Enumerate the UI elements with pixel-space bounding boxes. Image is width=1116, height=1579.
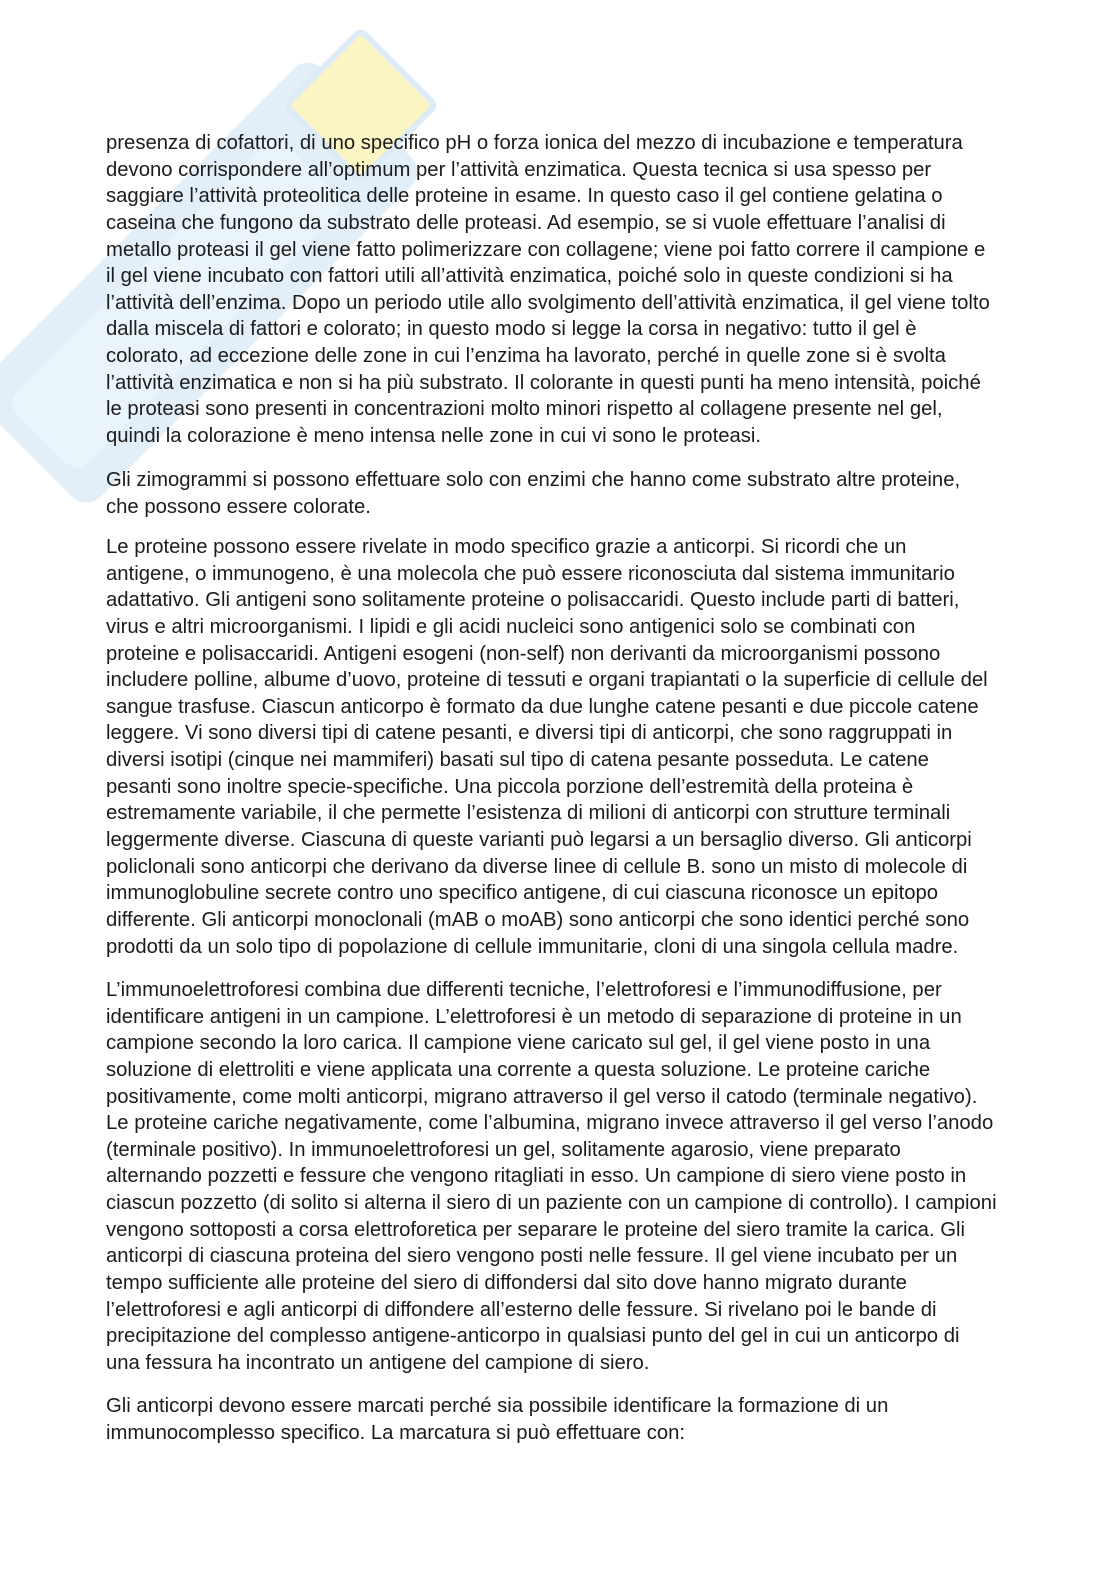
text-line: estremamente variabile, il che permette l’esistenza di milioni di anticorpi con strutture terminali xyxy=(106,802,951,825)
text-line: immunocomplesso specifico. La marcatura si può effettuare con: xyxy=(106,1421,686,1444)
text-line: una fessura ha incontrato un antigene del campione di siero. xyxy=(106,1351,650,1374)
text-line: includere polline, albume d’uovo, proteine di tessuti e organi trapiantati o la superficie di cellule del xyxy=(106,669,988,692)
text-line: positivamente, come molti anticorpi, migrano attraverso il gel verso il catodo (terminale negativo). xyxy=(106,1085,978,1108)
paragraph xyxy=(106,977,997,1377)
text-line: devono corrispondere all’optimum per l’attività enzimatica. Questa tecnica si usa spesso per xyxy=(106,158,932,181)
text-line: antigene, o immunogeno, è una molecola che può essere riconosciuta dal sistema immunitario xyxy=(106,562,955,585)
paragraph xyxy=(106,467,960,520)
text-line: caseina che fungono da substrato delle proteasi. Ad esempio, se si vuole effettuare l’analisi di xyxy=(106,211,946,234)
text-line: pesanti sono inoltre specie-specifiche. Una piccola porzione dell’estremità della proteina è xyxy=(106,775,914,798)
text-line: Le proteine possono essere rivelate in modo specifico grazie a anticorpi. Si ricordi che un xyxy=(106,536,907,558)
text-line: metallo proteasi il gel viene fatto polimerizzare con collagene; viene poi fatto correre il campione e xyxy=(106,238,986,261)
text-line: presenza di cofattori, di uno specifico pH o forza ionica del mezzo di incubazione e temperatura xyxy=(106,132,963,154)
text-line: immunoglobuline secrete contro uno specifico antigene, di cui ciascuna riconosce un epitopo xyxy=(106,882,939,905)
text-line: leggere. Vi sono diversi tipi di catene pesanti, e diversi tipi di anticorpi, che sono raggruppati in xyxy=(106,722,953,745)
text-line: adattativo. Gli antigeni sono solitamente proteine o polisaccaridi. Questo include parti di batteri, xyxy=(106,589,960,612)
text-line: Le proteine cariche negativamente, come l’albumina, migrano invece attraverso il gel verso l’anodo xyxy=(106,1112,994,1135)
text-line: sangue trasfuse. Ciascun anticorpo è formato da due lunghe catene pesanti e due piccole catene xyxy=(106,695,979,718)
text-line: L’immunoelettroforesi combina due differenti tecniche, l’elettroforesi e l’immunodiffusione, per xyxy=(106,979,942,1001)
text-line: colorato, ad eccezione delle zone in cui l’enzima ha lavorato, perché in quelle zone si è svolta xyxy=(106,345,946,368)
text-line: identificare antigeni in un campione. L’elettroforesi è un metodo di separazione di proteine in un xyxy=(106,1005,962,1028)
text-line: precipitazione del complesso antigene-anticorpo in qualsiasi punto del gel in cui un anticorpo di xyxy=(106,1325,960,1348)
text-line: virus e altri microorganismi. I lipidi e gli acidi nucleici sono antigenici solo se combinati con xyxy=(106,615,916,638)
text-line: prodotti da un solo tipo di popolazione di cellule immunitarie, cloni di una singola cellula madre. xyxy=(106,935,959,958)
text-line: l’elettroforesi e agli anticorpi di diffondere all’esterno delle fessure. Si rivelano poi le bande di xyxy=(106,1298,937,1321)
text-line: campione secondo la loro carica. Il campione viene caricato sul gel, il gel viene posto in una xyxy=(106,1032,931,1055)
text-line: il gel viene incubato con fattori utili all’attività enzimatica, poiché solo in queste condizioni si ha xyxy=(106,265,953,288)
text-line: l’attività dell’enzima. Dopo un periodo utile allo svolgimento dell’attività enzimatica, il gel viene tolto xyxy=(106,291,990,314)
text-line: policlonali sono anticorpi che derivano da diverse linee di cellule B. sono un misto di molecole di xyxy=(106,855,968,878)
text-line: proteine e polisaccaridi. Antigeni esogeni (non-self) non derivanti da microorganismi possono xyxy=(106,642,941,665)
text-line: diversi isotipi (cinque nei mammiferi) basati sul tipo di catena pesante posseduta. Le catene xyxy=(106,749,929,772)
text-line: leggermente diverse. Ciascuna di queste varianti può legarsi a un bersaglio diverso. Gli anticorpi xyxy=(106,829,972,852)
text-line: differente. Gli anticorpi monoclonali (mAB o moAB) sono anticorpi che sono identici perché sono xyxy=(106,908,970,931)
text-line: vengono sottoposti a corsa elettroforetica per separare le proteine del siero tramite la carica. Gli xyxy=(106,1218,966,1241)
text-line: l’attività enzimatica e non si ha più substrato. Il colorante in questi punti ha meno intensità, poiché xyxy=(106,371,981,394)
text-line: (terminale positivo). In immunoelettroforesi un gel, solitamente agarosio, viene preparato xyxy=(106,1138,901,1161)
text-line: che possono essere colorate. xyxy=(106,495,371,518)
paragraph xyxy=(106,1393,888,1446)
text-line: alternando pozzetti e fessure che vengono ritagliati in esso. Un campione di siero viene posto in xyxy=(106,1165,967,1188)
text-line: ciascun pozzetto (di solito si alterna il siero di un paziente con un campione di controllo). I campioni xyxy=(106,1192,997,1215)
text-line: anticorpi di ciascuna proteina del siero vengono posti nelle fessure. Il gel viene incubato per un xyxy=(106,1245,958,1268)
text-line: dalla miscela di fattori e colorato; in questo modo si legge la corsa in negativo: tutto il gel è xyxy=(106,318,917,341)
text-line: Gli anticorpi devono essere marcati perché sia possibile identificare la formazione di un xyxy=(106,1395,889,1417)
paragraph xyxy=(106,130,990,450)
text-line: le proteasi sono presenti in concentrazioni molto minori rispetto al collagene presente nel gel, xyxy=(106,398,943,421)
text-line: tempo sufficiente alle proteine del siero di diffondersi dal sito dove hanno migrato durante xyxy=(106,1272,907,1295)
text-line: Gli zimogrammi si possono effettuare solo con enzimi che hanno come substrato altre proteine, xyxy=(106,469,961,491)
text-line: soluzione di elettroliti e viene applicata una corrente a questa soluzione. Le proteine cariche xyxy=(106,1058,931,1081)
text-line: saggiare l’attività proteolitica delle proteine in esame. In questo caso il gel contiene gelatina o xyxy=(106,185,943,208)
paragraph xyxy=(106,534,988,960)
text-line: quindi la colorazione è meno intensa nelle zone in cui vi sono le proteasi. xyxy=(106,425,762,448)
